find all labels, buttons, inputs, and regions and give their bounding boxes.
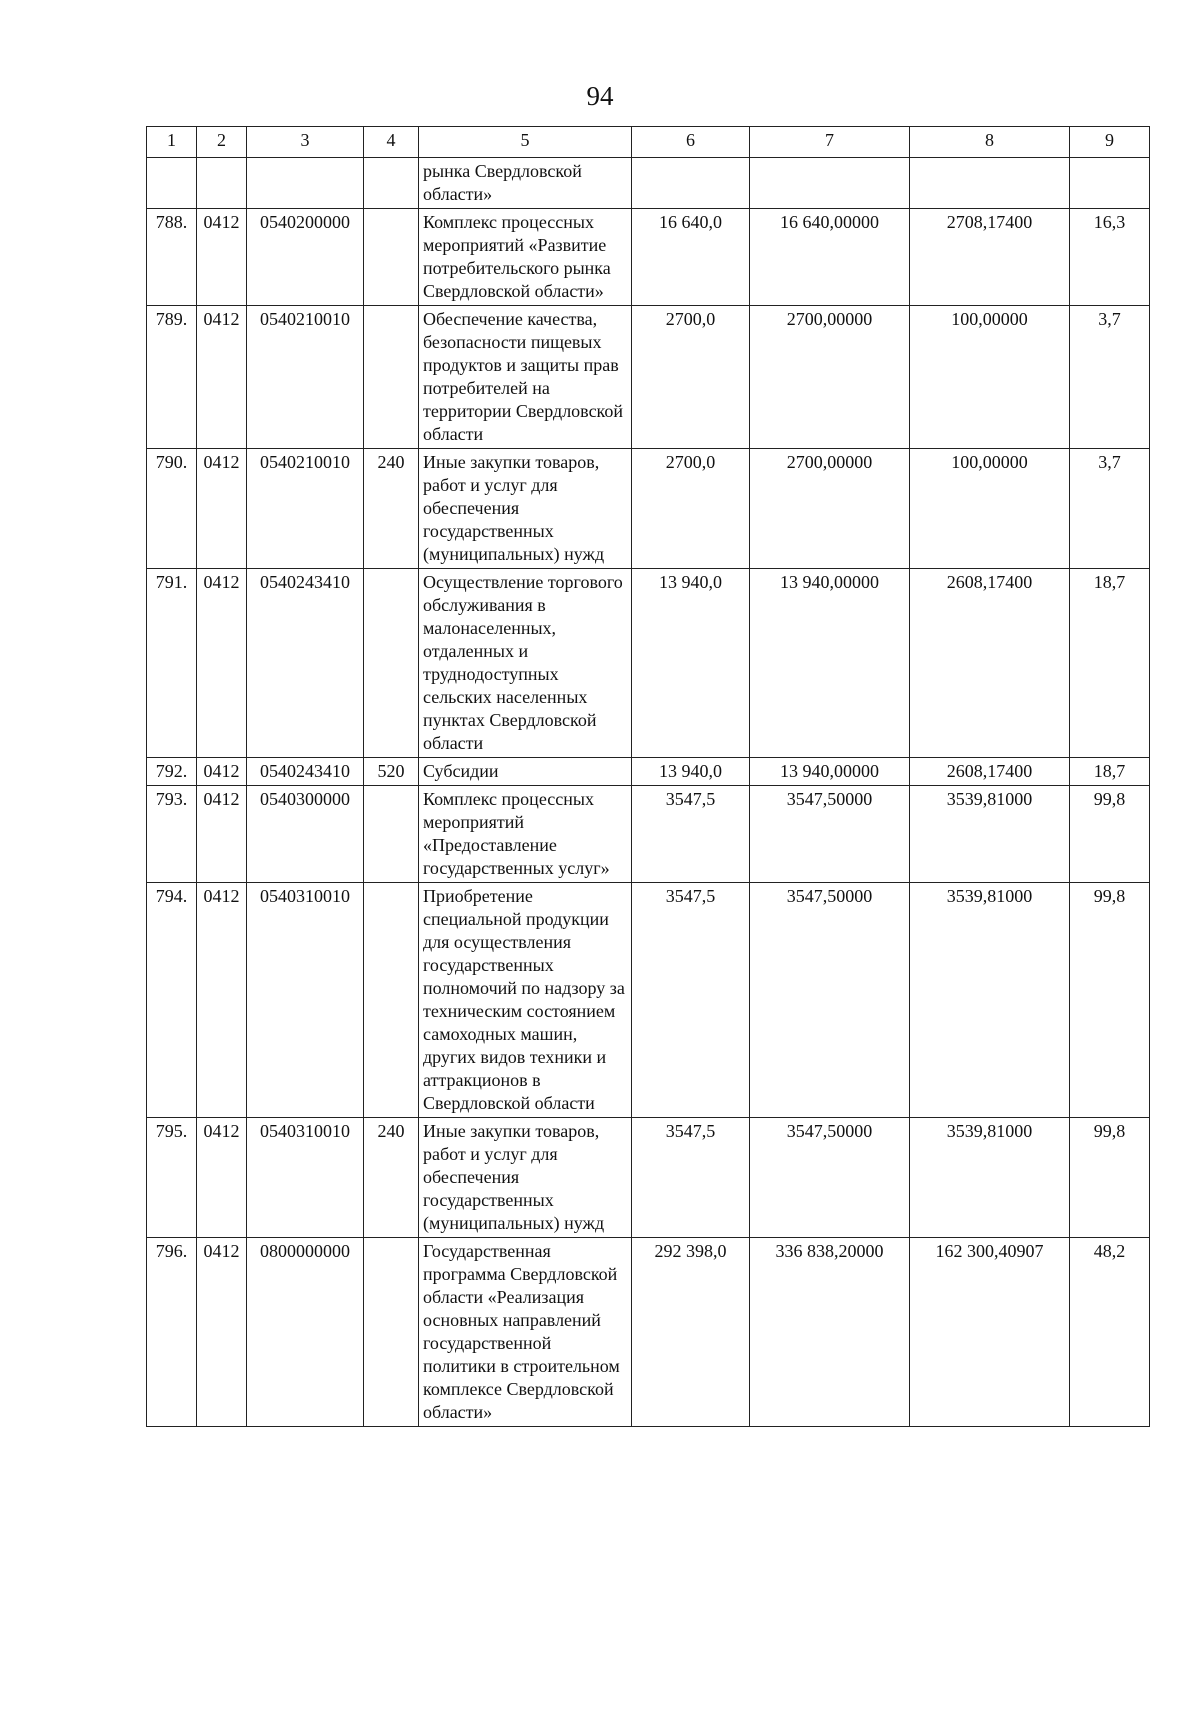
expense-kind-code	[364, 158, 419, 209]
column-header: 5	[419, 127, 632, 158]
value-col-8: 162 300,40907	[910, 1238, 1070, 1427]
item-name: Иные закупки товаров, работ и услуг для обеспечения государственных (муниципальных) нужд	[419, 449, 632, 569]
value-col-7: 3547,50000	[750, 786, 910, 883]
table-row	[147, 158, 1150, 209]
expense-kind-code	[364, 883, 419, 1118]
column-header: 9	[1070, 127, 1150, 158]
column-header: 7	[750, 127, 910, 158]
expense-kind-code	[364, 306, 419, 449]
target-code: 0540310010	[247, 883, 364, 1118]
value-col-7: 13 940,00000	[750, 758, 910, 786]
target-code: 0540210010	[247, 306, 364, 449]
item-name: Осуществление торгового обслуживания в малонаселенных, отдаленных и труднодоступных сельских населенных пунктах Свердловской области	[419, 569, 632, 758]
expense-kind-code	[364, 569, 419, 758]
column-header: 1	[147, 127, 197, 158]
value-col-6: 3547,5	[632, 786, 750, 883]
value-col-7: 2700,00000	[750, 449, 910, 569]
table-row	[147, 449, 1150, 569]
column-header: 2	[197, 127, 247, 158]
value-col-6: 292 398,0	[632, 1238, 750, 1427]
row-number: 789.	[147, 306, 197, 449]
section-code: 0412	[197, 569, 247, 758]
table-row	[147, 306, 1150, 449]
value-col-9: 48,2	[1070, 1238, 1150, 1427]
table-body	[147, 158, 1150, 1427]
expense-kind-code	[364, 786, 419, 883]
target-code	[247, 158, 364, 209]
expense-kind-code	[364, 209, 419, 306]
table-row	[147, 786, 1150, 883]
expense-kind-code: 240	[364, 1118, 419, 1238]
expense-kind-code	[364, 1238, 419, 1427]
value-col-6: 2700,0	[632, 449, 750, 569]
expense-kind-code: 240	[364, 449, 419, 569]
value-col-7: 16 640,00000	[750, 209, 910, 306]
section-code: 0412	[197, 758, 247, 786]
item-name: Приобретение специальной продукции для осуществления государственных полномочий по надзору за техническим состоянием самоходных машин, других видов техники и аттракционов в Свердловской области	[419, 883, 632, 1118]
value-col-7: 336 838,20000	[750, 1238, 910, 1427]
target-code: 0540243410	[247, 758, 364, 786]
item-name: Субсидии	[419, 758, 632, 786]
target-code: 0540243410	[247, 569, 364, 758]
section-code: 0412	[197, 306, 247, 449]
row-number: 792.	[147, 758, 197, 786]
target-code: 0540210010	[247, 449, 364, 569]
column-header: 6	[632, 127, 750, 158]
value-col-6: 16 640,0	[632, 209, 750, 306]
section-code: 0412	[197, 209, 247, 306]
item-name: Комплекс процессных мероприятий «Развитие потребительского рынка Свердловской области»	[419, 209, 632, 306]
value-col-9: 99,8	[1070, 1118, 1150, 1238]
value-col-6	[632, 158, 750, 209]
section-code: 0412	[197, 786, 247, 883]
value-col-7: 3547,50000	[750, 883, 910, 1118]
table-row	[147, 1118, 1150, 1238]
section-code: 0412	[197, 1118, 247, 1238]
value-col-6: 3547,5	[632, 1118, 750, 1238]
value-col-9: 18,7	[1070, 569, 1150, 758]
row-number: 795.	[147, 1118, 197, 1238]
target-code: 0800000000	[247, 1238, 364, 1427]
value-col-8: 100,00000	[910, 306, 1070, 449]
value-col-9: 18,7	[1070, 758, 1150, 786]
table-row	[147, 883, 1150, 1118]
table-row	[147, 209, 1150, 306]
row-number: 791.	[147, 569, 197, 758]
value-col-9: 3,7	[1070, 306, 1150, 449]
item-name: Государственная программа Свердловской области «Реализация основных направлений государственной политики в строительном комплексе Свердловской области»	[419, 1238, 632, 1427]
section-code: 0412	[197, 449, 247, 569]
value-col-6: 13 940,0	[632, 569, 750, 758]
row-number: 793.	[147, 786, 197, 883]
value-col-8	[910, 158, 1070, 209]
item-name: Иные закупки товаров, работ и услуг для обеспечения государственных (муниципальных) нужд	[419, 1118, 632, 1238]
column-header: 3	[247, 127, 364, 158]
row-number: 790.	[147, 449, 197, 569]
column-header: 4	[364, 127, 419, 158]
value-col-9: 3,7	[1070, 449, 1150, 569]
value-col-7: 2700,00000	[750, 306, 910, 449]
row-number: 796.	[147, 1238, 197, 1427]
table-row	[147, 1238, 1150, 1427]
expense-kind-code: 520	[364, 758, 419, 786]
value-col-8: 3539,81000	[910, 883, 1070, 1118]
item-name: Обеспечение качества, безопасности пищевых продуктов и защиты прав потребителей на территории Свердловской области	[419, 306, 632, 449]
target-code: 0540200000	[247, 209, 364, 306]
target-code: 0540300000	[247, 786, 364, 883]
row-number	[147, 158, 197, 209]
section-code: 0412	[197, 1238, 247, 1427]
value-col-8: 100,00000	[910, 449, 1070, 569]
table-row	[147, 758, 1150, 786]
value-col-8: 3539,81000	[910, 1118, 1070, 1238]
value-col-8: 2608,17400	[910, 758, 1070, 786]
value-col-8: 3539,81000	[910, 786, 1070, 883]
item-name: рынка Свердловской области»	[419, 158, 632, 209]
table-row	[147, 569, 1150, 758]
budget-table	[146, 126, 1150, 1427]
value-col-7: 13 940,00000	[750, 569, 910, 758]
value-col-9: 99,8	[1070, 883, 1150, 1118]
value-col-7	[750, 158, 910, 209]
page-number: 94	[586, 81, 614, 111]
value-col-9	[1070, 158, 1150, 209]
value-col-6: 3547,5	[632, 883, 750, 1118]
header-row	[147, 127, 1150, 158]
section-code	[197, 158, 247, 209]
row-number: 788.	[147, 209, 197, 306]
table-header	[147, 127, 1150, 158]
value-col-9: 16,3	[1070, 209, 1150, 306]
column-header: 8	[910, 127, 1070, 158]
row-number: 794.	[147, 883, 197, 1118]
value-col-6: 13 940,0	[632, 758, 750, 786]
item-name: Комплекс процессных мероприятий «Предоставление государственных услуг»	[419, 786, 632, 883]
section-code: 0412	[197, 883, 247, 1118]
value-col-8: 2608,17400	[910, 569, 1070, 758]
value-col-6: 2700,0	[632, 306, 750, 449]
target-code: 0540310010	[247, 1118, 364, 1238]
value-col-7: 3547,50000	[750, 1118, 910, 1238]
value-col-9: 99,8	[1070, 786, 1150, 883]
value-col-8: 2708,17400	[910, 209, 1070, 306]
